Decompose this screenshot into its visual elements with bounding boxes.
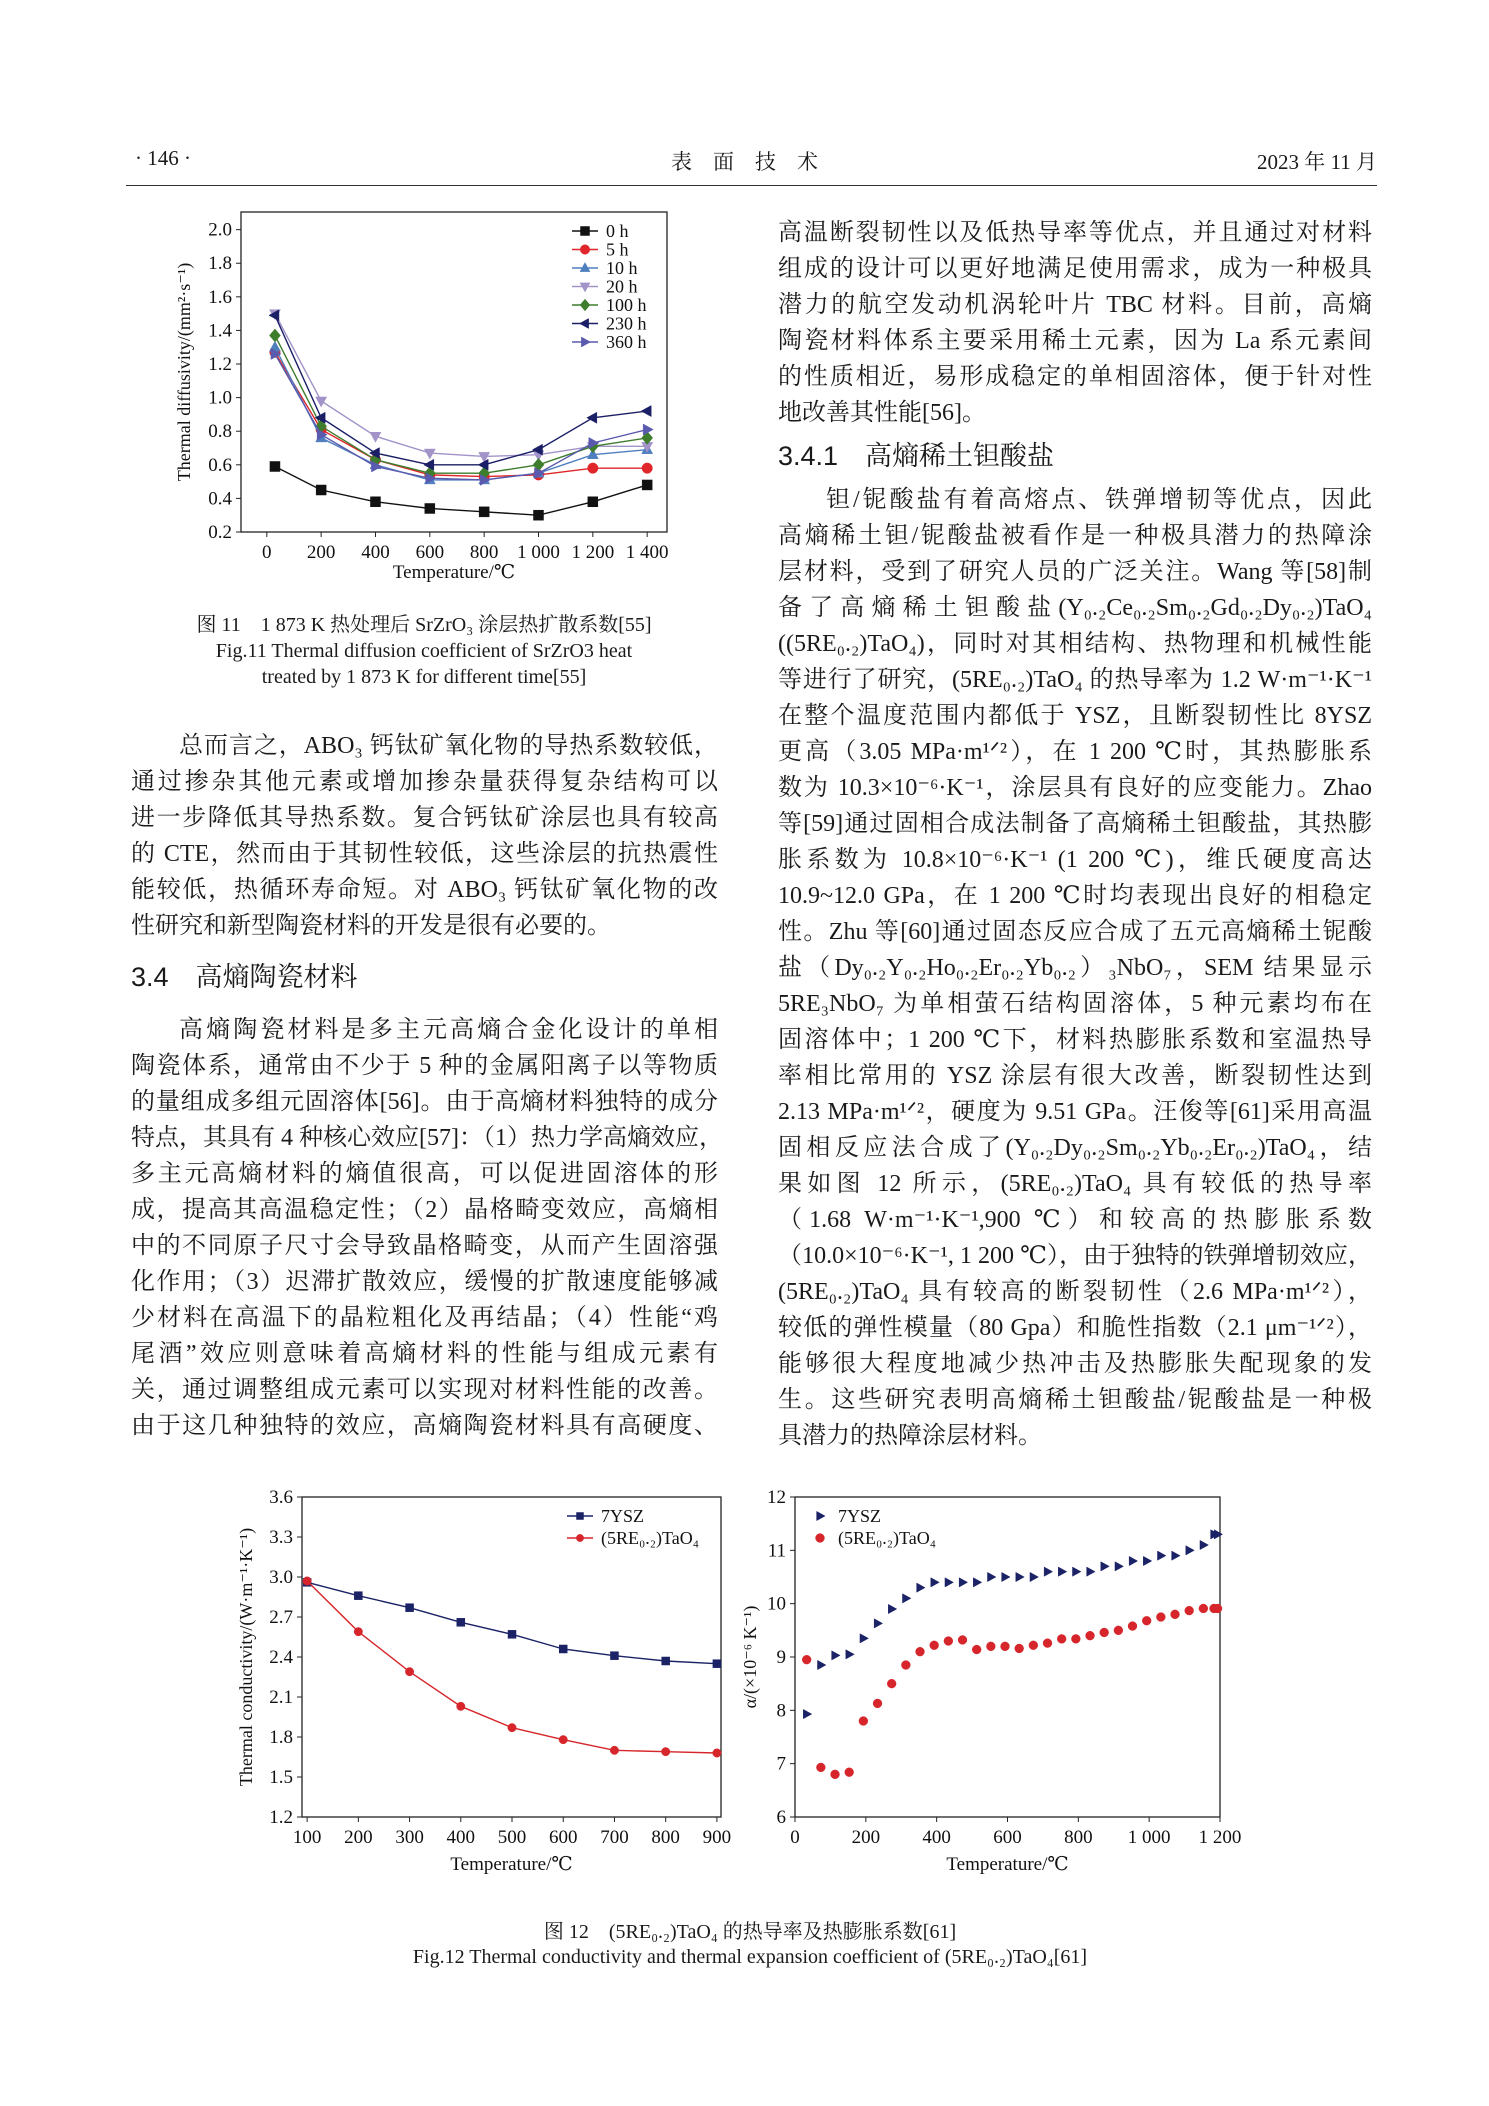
text-line: 的 CTE，然而由于其韧性较低，这些涂层的抗热震性 bbox=[131, 841, 718, 867]
data-point bbox=[425, 503, 435, 513]
data-point bbox=[1002, 1572, 1010, 1581]
data-point bbox=[354, 1592, 362, 1600]
text-line: 特点，其具有 4 种核心效应[57]：（1）热力学高熵效应， bbox=[131, 1125, 723, 1151]
text-line: 钽/铌酸盐有着高熔点、铁弹增韧等优点，因此 bbox=[826, 487, 1372, 513]
y-tick-label: 3.0 bbox=[269, 1567, 293, 1588]
text-line: 5RE₃NbO₇ 为单相萤石结构固溶体，5 种元素均布在 bbox=[778, 991, 1372, 1017]
data-point bbox=[559, 1645, 567, 1653]
x-tick-label: 1 000 bbox=[517, 542, 560, 563]
data-point bbox=[610, 1652, 618, 1660]
legend-marker bbox=[816, 1534, 825, 1543]
data-point bbox=[1101, 1562, 1109, 1571]
x-axis-label: Temperature/℃ bbox=[450, 1854, 573, 1875]
legend-marker bbox=[580, 319, 589, 329]
text-line: （1.68 W·m⁻¹·K⁻¹,900 ℃）和较高的热膨胀系数 bbox=[778, 1207, 1372, 1233]
data-point bbox=[1200, 1540, 1208, 1549]
data-point bbox=[986, 1642, 995, 1651]
data-point bbox=[1071, 1634, 1080, 1643]
data-point bbox=[916, 1647, 925, 1656]
series--5RE-TaO- bbox=[303, 1528, 721, 1757]
data-point bbox=[559, 1735, 567, 1743]
data-point bbox=[959, 1578, 967, 1587]
x-tick-label: 1 200 bbox=[1198, 1827, 1242, 1848]
data-point bbox=[1043, 1639, 1052, 1648]
issue-date: 2023 年 11 月 bbox=[1257, 150, 1377, 174]
text-line: 固溶体中；1 200 ℃下，材料热膨胀系数和室温热导 bbox=[778, 1027, 1372, 1053]
y-tick-label: 12 bbox=[767, 1487, 786, 1508]
text-line: 能够很大程度地减少热冲击及热膨胀失配现象的发 bbox=[778, 1351, 1372, 1377]
data-point bbox=[1015, 1644, 1024, 1653]
data-point bbox=[1114, 1626, 1123, 1635]
data-point bbox=[424, 449, 435, 459]
data-point bbox=[973, 1578, 981, 1587]
legend-label: (5RE₀.₂)TaO₄ bbox=[838, 1528, 937, 1548]
text-line: 盐（Dy₀.₂Y₀.₂Ho₀.₂Er₀.₂Yb₀.₂）₃NbO₇，SEM 结果显示 bbox=[778, 955, 1372, 981]
y-tick-label: 0.4 bbox=[208, 488, 232, 510]
x-tick-label: 300 bbox=[395, 1827, 424, 1848]
text-line: 等进行了研究，(5RE₀.₂)TaO₄ 的热导率为 1.2 W·m⁻¹·K⁻¹ bbox=[778, 667, 1372, 693]
data-point bbox=[1142, 1616, 1151, 1625]
y-tick-label: 3.6 bbox=[269, 1487, 293, 1508]
text-line: 由于这几种独特的效应，高熵陶瓷材料具有高硬度、 bbox=[131, 1413, 718, 1439]
data-point bbox=[1199, 1604, 1208, 1613]
x-tick-label: 0 bbox=[262, 542, 272, 563]
y-tick-label: 10 bbox=[767, 1593, 786, 1615]
data-point bbox=[1086, 1631, 1095, 1640]
text-line: ((5RE₀.₂)TaO₄)，同时对其相结构、热物理和机械性能 bbox=[778, 631, 1372, 657]
text-line: 性。Zhu 等[60]通过固态反应合成了五元高熵稀土铌酸 bbox=[778, 919, 1372, 945]
right-paragraph-1 bbox=[778, 215, 1372, 431]
y-tick-label: 0.2 bbox=[208, 522, 232, 543]
data-point bbox=[887, 1679, 896, 1688]
data-point bbox=[1044, 1567, 1052, 1576]
data-point bbox=[802, 1655, 811, 1664]
data-point bbox=[1185, 1606, 1194, 1615]
data-point bbox=[588, 497, 598, 507]
text-line: 固相反应法合成了(Y₀.₂Dy₀.₂Sm₀.₂Yb₀.₂Er₀.₂)TaO₄，结 bbox=[778, 1135, 1372, 1161]
x-tick-label: 0 bbox=[790, 1827, 800, 1848]
data-point bbox=[917, 1583, 925, 1592]
x-tick-label: 200 bbox=[851, 1827, 881, 1848]
journal-title: 表 面 技 术 bbox=[671, 150, 818, 174]
data-point bbox=[902, 1594, 910, 1603]
data-point bbox=[846, 1650, 854, 1659]
data-point bbox=[1156, 1613, 1165, 1622]
data-point bbox=[1016, 1572, 1024, 1581]
page-number: · 146 · bbox=[135, 146, 191, 170]
text-line: 少材料在高温下的晶粒粗化及再结晶；（4）性能“鸡 bbox=[131, 1305, 718, 1331]
x-tick-label: 400 bbox=[361, 542, 390, 563]
text-line: 10.9~12.0 GPa，在 1 200 ℃时均表现出良好的相稳定 bbox=[778, 883, 1372, 909]
data-point bbox=[405, 1667, 413, 1675]
x-tick-label: 900 bbox=[702, 1827, 732, 1848]
x-tick-label: 800 bbox=[469, 542, 499, 563]
x-axis-label: Temperature/℃ bbox=[946, 1854, 1069, 1875]
y-tick-label: 1.8 bbox=[208, 253, 232, 275]
legend-marker bbox=[580, 245, 589, 254]
text-line: 的性质相近，易形成稳定的单相固溶体，便于针对性 bbox=[778, 364, 1372, 390]
fig11-caption-cn: 图 11 1 873 K 热处理后 SrZrO₃ 涂层热扩散系数[55] bbox=[196, 614, 652, 636]
x-tick-label: 600 bbox=[993, 1827, 1022, 1848]
series-line bbox=[307, 1582, 717, 1663]
legend-marker bbox=[580, 283, 590, 292]
text-line: 尾酒”效应则意味着高熵材料的性能与组成元素有 bbox=[131, 1341, 718, 1367]
x-tick-label: 700 bbox=[600, 1827, 629, 1848]
text-line: 陶瓷体系，通常由不少于 5 种的金属阳离子以等物质 bbox=[131, 1053, 718, 1079]
x-tick-label: 500 bbox=[497, 1827, 527, 1848]
data-point bbox=[533, 510, 543, 520]
data-point bbox=[1214, 1530, 1222, 1539]
text-line: 高熵陶瓷材料是多主元高熵合金化设计的单相 bbox=[179, 1017, 718, 1043]
data-point bbox=[816, 1763, 825, 1772]
data-point bbox=[901, 1661, 910, 1670]
data-point bbox=[661, 1747, 669, 1755]
data-point bbox=[958, 1636, 967, 1645]
data-point bbox=[1058, 1567, 1066, 1576]
data-point bbox=[508, 1630, 516, 1638]
data-point bbox=[888, 1604, 896, 1613]
legend-label: 360 h bbox=[606, 332, 647, 352]
data-point bbox=[832, 1651, 840, 1660]
data-point bbox=[1029, 1641, 1038, 1650]
data-point bbox=[270, 461, 280, 471]
data-point bbox=[859, 1717, 868, 1726]
fig12b-chart bbox=[740, 1487, 1241, 1875]
text-line: 地改善其性能[56]。 bbox=[778, 400, 986, 426]
data-point bbox=[457, 1618, 465, 1626]
series-360-h bbox=[271, 332, 653, 485]
legend-label: 10 h bbox=[606, 258, 638, 278]
right-paragraph-2 bbox=[778, 482, 1372, 1454]
series--5RE-TaO- bbox=[802, 1528, 1222, 1779]
data-point bbox=[874, 1619, 882, 1628]
text-line: 2.13 MPa·m¹ᐟ²，硬度为 9.51 GPa。汪俊等[61]采用高温 bbox=[778, 1099, 1372, 1125]
y-tick-label: 11 bbox=[767, 1540, 786, 1562]
y-tick-label: 2.1 bbox=[269, 1687, 293, 1708]
data-point bbox=[1157, 1551, 1165, 1560]
data-point bbox=[642, 463, 653, 474]
data-point bbox=[1186, 1546, 1194, 1555]
text-line: 通过掺杂其他元素或增加掺杂量获得复杂结构可以 bbox=[131, 769, 718, 795]
text-line: 备了高熵稀土钽酸盐(Y₀.₂Ce₀.₂Sm₀.₂Gd₀.₂Dy₀.₂)TaO₄ bbox=[778, 595, 1372, 621]
fig11-chart bbox=[174, 212, 669, 583]
x-tick-label: 1 200 bbox=[571, 542, 615, 563]
y-tick-label: 1.4 bbox=[208, 320, 232, 342]
fig12a-chart bbox=[236, 1487, 731, 1875]
data-point bbox=[1100, 1628, 1109, 1637]
section-heading-3-4: 3.4 高熵陶瓷材料 bbox=[131, 962, 358, 992]
text-line: 化作用；（3）迟滞扩散效应，缓慢的扩散速度能够减 bbox=[131, 1269, 718, 1295]
text-line: 成，提高其高温稳定性；（2）晶格畸变效应，高熵相 bbox=[131, 1197, 718, 1223]
data-point bbox=[1129, 1556, 1137, 1565]
y-axis-label: α/(×10⁻⁶ K⁻¹) bbox=[740, 1605, 760, 1709]
fig12-caption-en: Fig.12 Thermal conductivity and thermal expansion coefficient of (5RE₀.₂)TaO₄[61] bbox=[412, 1946, 1088, 1968]
text-line: 进一步降低其导热系数。复合钙钛矿涂层也具有较高 bbox=[131, 805, 718, 831]
data-point bbox=[972, 1645, 981, 1654]
y-axis-label: Thermal conductivity/(W·m⁻¹·K⁻¹) bbox=[236, 1527, 256, 1787]
x-tick-label: 200 bbox=[306, 542, 336, 563]
x-tick-label: 100 bbox=[292, 1827, 322, 1848]
y-tick-label: 8 bbox=[776, 1700, 786, 1722]
data-point bbox=[1171, 1610, 1180, 1619]
legend-label: 7YSZ bbox=[838, 1506, 882, 1526]
legend-label: 230 h bbox=[606, 313, 647, 334]
text-line: 总而言之，ABO₃ 钙钛矿氧化物的导热系数较低， bbox=[179, 733, 718, 759]
text-line: 潜力的航空发动机涡轮叶片 TBC 材料。目前，高熵 bbox=[778, 292, 1372, 318]
data-point bbox=[931, 1578, 939, 1587]
data-point bbox=[316, 397, 327, 407]
data-point bbox=[930, 1641, 939, 1650]
text-line: (5RE₀.₂)TaO₄ 具有较高的断裂韧性（2.6 MPa·m¹ᐟ²）， bbox=[778, 1279, 1372, 1305]
data-point bbox=[508, 1723, 516, 1731]
data-point bbox=[479, 507, 489, 517]
y-tick-label: 1.8 bbox=[269, 1727, 293, 1748]
y-tick-label: 6 bbox=[776, 1807, 786, 1828]
y-tick-label: 2.4 bbox=[269, 1647, 293, 1668]
y-tick-label: 0.8 bbox=[208, 421, 232, 443]
data-point bbox=[817, 1660, 825, 1669]
data-point bbox=[1172, 1551, 1180, 1560]
y-axis-label: Thermal diffusivity/(mm²·s⁻¹) bbox=[174, 262, 194, 482]
data-point bbox=[354, 1627, 362, 1635]
plot-frame bbox=[241, 212, 667, 532]
data-point bbox=[1001, 1642, 1010, 1651]
data-point bbox=[303, 1577, 311, 1585]
text-line: 生。这些研究表明高熵稀土钽酸盐/铌酸盐是一种极 bbox=[778, 1387, 1372, 1413]
data-point bbox=[662, 1657, 670, 1665]
data-point bbox=[610, 1746, 618, 1754]
x-tick-label: 400 bbox=[446, 1827, 476, 1848]
legend-marker bbox=[577, 1513, 584, 1520]
y-tick-label: 1.6 bbox=[208, 286, 232, 308]
legend-label: 0 h bbox=[606, 221, 629, 241]
text-line: 胀系数为 10.8×10⁻⁶·K⁻¹ (1 200 ℃)，维氏硬度高达 bbox=[778, 847, 1372, 873]
legend-marker bbox=[580, 263, 590, 272]
x-axis-label: Temperature/℃ bbox=[392, 562, 516, 583]
text-line: 性研究和新型陶瓷材料的开发是很有必要的。 bbox=[131, 913, 611, 939]
legend-marker bbox=[581, 227, 590, 236]
data-point bbox=[457, 1702, 465, 1710]
text-line: 数为 10.3×10⁻⁶·K⁻¹，涂层具有良好的应变能力。Zhao bbox=[778, 775, 1372, 801]
data-point bbox=[945, 1578, 953, 1587]
data-point bbox=[269, 329, 280, 342]
y-tick-label: 9 bbox=[776, 1647, 786, 1668]
data-point bbox=[1087, 1567, 1095, 1576]
y-tick-label: 1.0 bbox=[208, 387, 232, 409]
data-point bbox=[1115, 1562, 1123, 1571]
y-tick-label: 3.3 bbox=[269, 1527, 293, 1548]
y-tick-label: 2.7 bbox=[269, 1607, 293, 1628]
x-tick-label: 400 bbox=[922, 1827, 951, 1848]
data-point bbox=[370, 497, 380, 507]
y-tick-label: 1.2 bbox=[208, 354, 232, 376]
legend-label: 5 h bbox=[606, 239, 629, 260]
text-line: 等[59]通过固相合成法制备了高熵稀土钽酸盐，其热膨 bbox=[778, 811, 1372, 837]
data-point bbox=[803, 1709, 811, 1718]
legend-label: 7YSZ bbox=[601, 1506, 645, 1526]
text-line: 高熵稀土钽/铌酸盐被看作是一种极具潜力的热障涂 bbox=[778, 523, 1372, 549]
data-point bbox=[845, 1768, 854, 1777]
data-point bbox=[406, 1604, 414, 1612]
data-point bbox=[642, 480, 652, 490]
y-tick-label: 1.5 bbox=[269, 1767, 293, 1788]
data-point bbox=[588, 463, 599, 474]
text-line: 更高（3.05 MPa·m¹ᐟ²），在 1 200 ℃时，其热膨胀系 bbox=[778, 739, 1372, 765]
section-heading-3-4-1: 3.4.1 高熵稀土钽酸盐 bbox=[778, 441, 1055, 471]
fig11-caption-en-2: treated by 1 873 K for different time[55] bbox=[261, 666, 587, 688]
legend-label: 20 h bbox=[606, 276, 638, 297]
legend-marker bbox=[817, 1511, 825, 1520]
y-tick-label: 1.2 bbox=[269, 1807, 293, 1828]
series-100-h bbox=[269, 295, 652, 480]
text-line: 的量组成多组元固溶体[56]。由于高熵材料独特的成分 bbox=[131, 1089, 718, 1115]
text-line: 能较低，热循环寿命短。对 ABO₃ 钙钛矿氧化物的改 bbox=[131, 877, 718, 903]
x-tick-label: 600 bbox=[415, 542, 445, 563]
text-line: 陶瓷材料体系主要采用稀土元素，因为 La 系元素间 bbox=[778, 328, 1372, 354]
text-line: 较低的弹性模量（80 Gpa）和脆性指数（2.1 μm⁻¹ᐟ²）， bbox=[778, 1315, 1372, 1341]
legend-marker bbox=[580, 299, 590, 311]
data-point bbox=[713, 1749, 721, 1757]
text-line: （10.0×10⁻⁶·K⁻¹, 1 200 ℃），由于独特的铁弹增韧效应， bbox=[778, 1243, 1372, 1269]
text-line: 关，通过调整组成元素可以实现对材料性能的改善。 bbox=[131, 1377, 718, 1403]
x-tick-label: 1 000 bbox=[1127, 1827, 1171, 1848]
data-point bbox=[1072, 1567, 1080, 1576]
x-tick-label: 600 bbox=[548, 1827, 578, 1848]
text-line: 层材料，受到了研究人员的广泛关注。Wang 等[58]制 bbox=[778, 559, 1372, 585]
fig12-caption-cn: 图 12 (5RE₀.₂)TaO₄ 的热导率及热膨胀系数[61] bbox=[543, 1921, 957, 1943]
data-point bbox=[944, 1637, 953, 1646]
data-point bbox=[316, 485, 326, 495]
fig11-caption-en-1: Fig.11 Thermal diffusion coefficient of SrZrO3 heat bbox=[215, 640, 633, 662]
left-paragraph-2 bbox=[131, 1012, 723, 1444]
data-point bbox=[587, 412, 597, 423]
legend-marker bbox=[581, 337, 590, 347]
data-point bbox=[873, 1699, 882, 1708]
left-paragraph-1 bbox=[131, 728, 718, 944]
text-line: 在整个温度范围内都低于 YSZ，且断裂韧性比 8YSZ bbox=[778, 703, 1372, 729]
x-tick-label: 800 bbox=[651, 1827, 680, 1848]
legend-label: 100 h bbox=[606, 295, 647, 315]
data-point bbox=[1143, 1556, 1151, 1565]
y-tick-label: 2.0 bbox=[208, 219, 232, 241]
text-line: 具潜力的热障涂层材料。 bbox=[778, 1423, 1042, 1449]
text-line: 高温断裂韧性以及低热导率等优点，并且通过对材料 bbox=[778, 220, 1372, 246]
data-point bbox=[641, 406, 651, 417]
data-point bbox=[1128, 1622, 1137, 1631]
data-point bbox=[1213, 1604, 1222, 1613]
x-tick-label: 800 bbox=[1064, 1827, 1093, 1848]
data-point bbox=[987, 1572, 995, 1581]
text-line: 组成的设计可以更好地满足使用需求，成为一种极具 bbox=[778, 256, 1372, 282]
data-point bbox=[1030, 1572, 1038, 1581]
y-tick-label: 7 bbox=[776, 1753, 786, 1775]
text-line: 多主元高熵材料的熵值很高，可以促进固溶体的形 bbox=[131, 1161, 718, 1187]
text-line: 率相比常用的 YSZ 涂层有很大改善，断裂韧性达到 bbox=[778, 1063, 1372, 1089]
data-point bbox=[831, 1770, 840, 1779]
series-line bbox=[275, 347, 647, 480]
legend-marker bbox=[576, 1534, 583, 1541]
y-tick-label: 0.6 bbox=[208, 454, 232, 476]
text-line: 中的不同原子尺寸会导致晶格畸变，从而产生固溶强 bbox=[131, 1233, 718, 1259]
x-tick-label: 200 bbox=[344, 1827, 373, 1848]
data-point bbox=[860, 1634, 868, 1643]
legend-label: (5RE₀.₂)TaO₄ bbox=[601, 1528, 700, 1548]
data-point bbox=[713, 1660, 721, 1668]
x-tick-label: 1 400 bbox=[625, 542, 669, 563]
data-point bbox=[1057, 1634, 1066, 1643]
text-line: 果如图 12 所示，(5RE₀.₂)TaO₄ 具有较低的热导率 bbox=[778, 1171, 1372, 1197]
